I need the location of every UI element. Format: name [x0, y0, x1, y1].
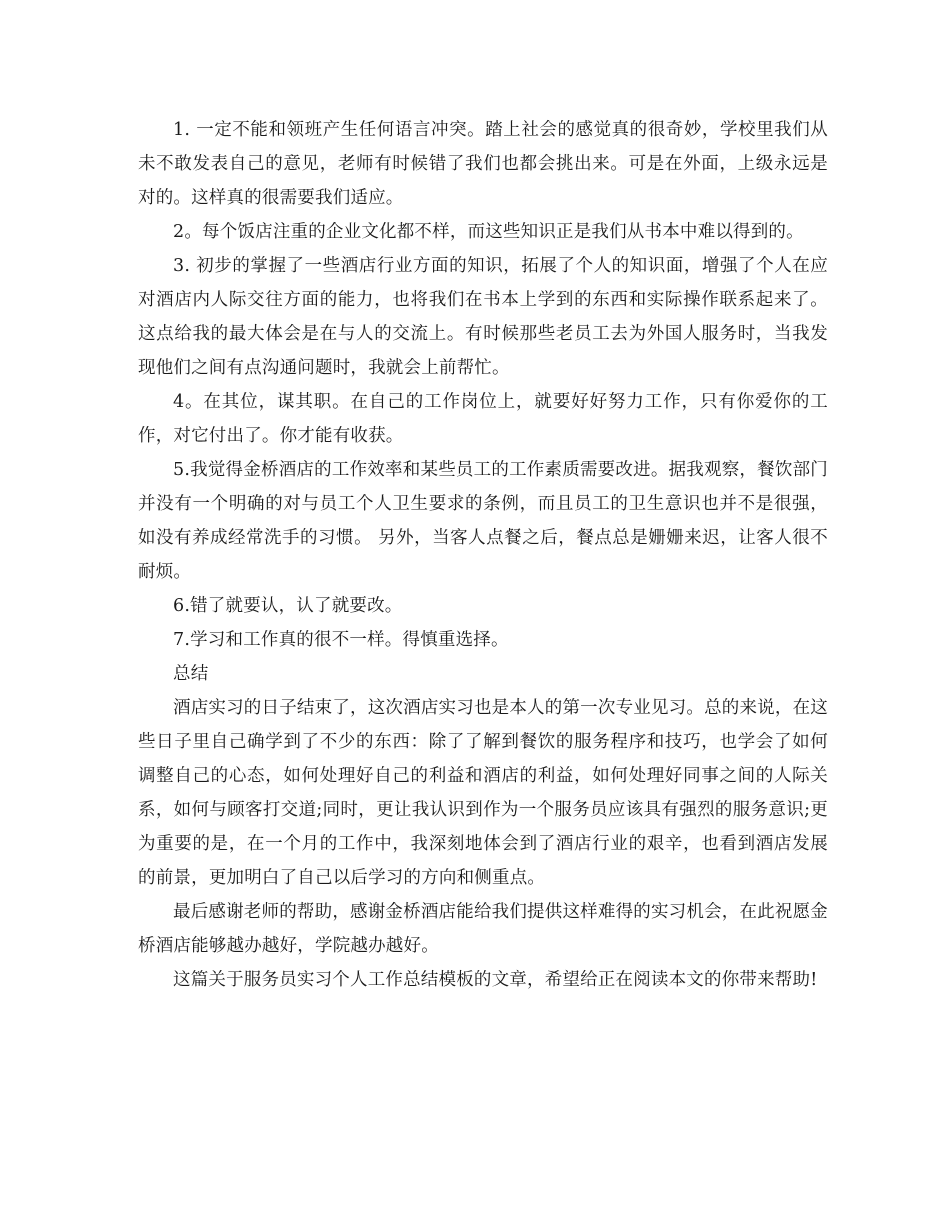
summary-paragraph-closing: 这篇关于服务员实习个人工作总结模板的文章，希望给正在阅读本文的你带来帮助! — [173, 970, 818, 990]
paragraph-item-6: 6.错了就要认，认了就要改。 — [173, 596, 403, 616]
paragraph-item-5: 5.我觉得金桥酒店的工作效率和某些员工的工作素质需要改进。据我观察，餐饮部门并没有一个明确的对与员工个人卫生要求的条例，而且员工的卫生意识也并不是很强，如没有养成经常洗手的习惯。 另外，当客人点餐之后，餐点总是姗姗来迟，让客人很不耐烦。 — [138, 460, 828, 582]
summary-paragraph-main: 酒店实习的日子结束了，这次酒店实习也是本人的第一次专业见习。总的来说，在这些日子里自己确学到了不少的东西：除了了解到餐饮的服务程序和技巧，也学会了如何调整自己的心态，如何处理好自己的利益和酒店的利益，如何处理好同事之间的人际关系，如何与顾客打交道;同时，更让我认识到作为一个服务员应该具有强烈的服务意识;更为重要的是，在一个月的工作中，我深刻地体会到了酒店行业的艰辛，也看到酒店发展的前景，更加明白了自己以后学习的方向和侧重点。 — [138, 698, 828, 888]
paragraph-item-2: 2。每个饭店注重的企业文化都不样，而这些知识正是我们从书本中难以得到的。 — [173, 222, 804, 242]
paragraph-item-1: 1. 一定不能和领班产生任何语言冲突。踏上社会的感觉真的很奇妙，学校里我们从未不敢发表自己的意见，老师有时候错了我们也都会挑出来。可是在外面，上级永远是对的。这样真的很需要我们适应。 — [138, 120, 828, 208]
paragraph-item-7: 7.学习和工作真的很不一样。得慎重选择。 — [173, 630, 509, 650]
paragraph-item-4: 4。在其位，谋其职。在自己的工作岗位上，就要好好努力工作，只有你爱你的工作，对它付出了。你才能有收获。 — [138, 392, 828, 446]
summary-paragraph-thanks: 最后感谢老师的帮助，感谢金桥酒店能给我们提供这样难得的实习机会，在此祝愿金桥酒店能够越办越好，学院越办越好。 — [138, 902, 828, 956]
document-body — [138, 113, 828, 997]
paragraph-item-3: 3. 初步的掌握了一些酒店行业方面的知识，拓展了个人的知识面，增强了个人在应对酒店内人际交往方面的能力，也将我们在书本上学到的东西和实际操作联系起来了。这点给我的最大体会是在与人的交流上。有时候那些老员工去为外国人服务时，当我发现他们之间有点沟通问题时，我就会上前帮忙。 — [138, 256, 828, 378]
summary-heading: 总结 — [173, 664, 209, 684]
